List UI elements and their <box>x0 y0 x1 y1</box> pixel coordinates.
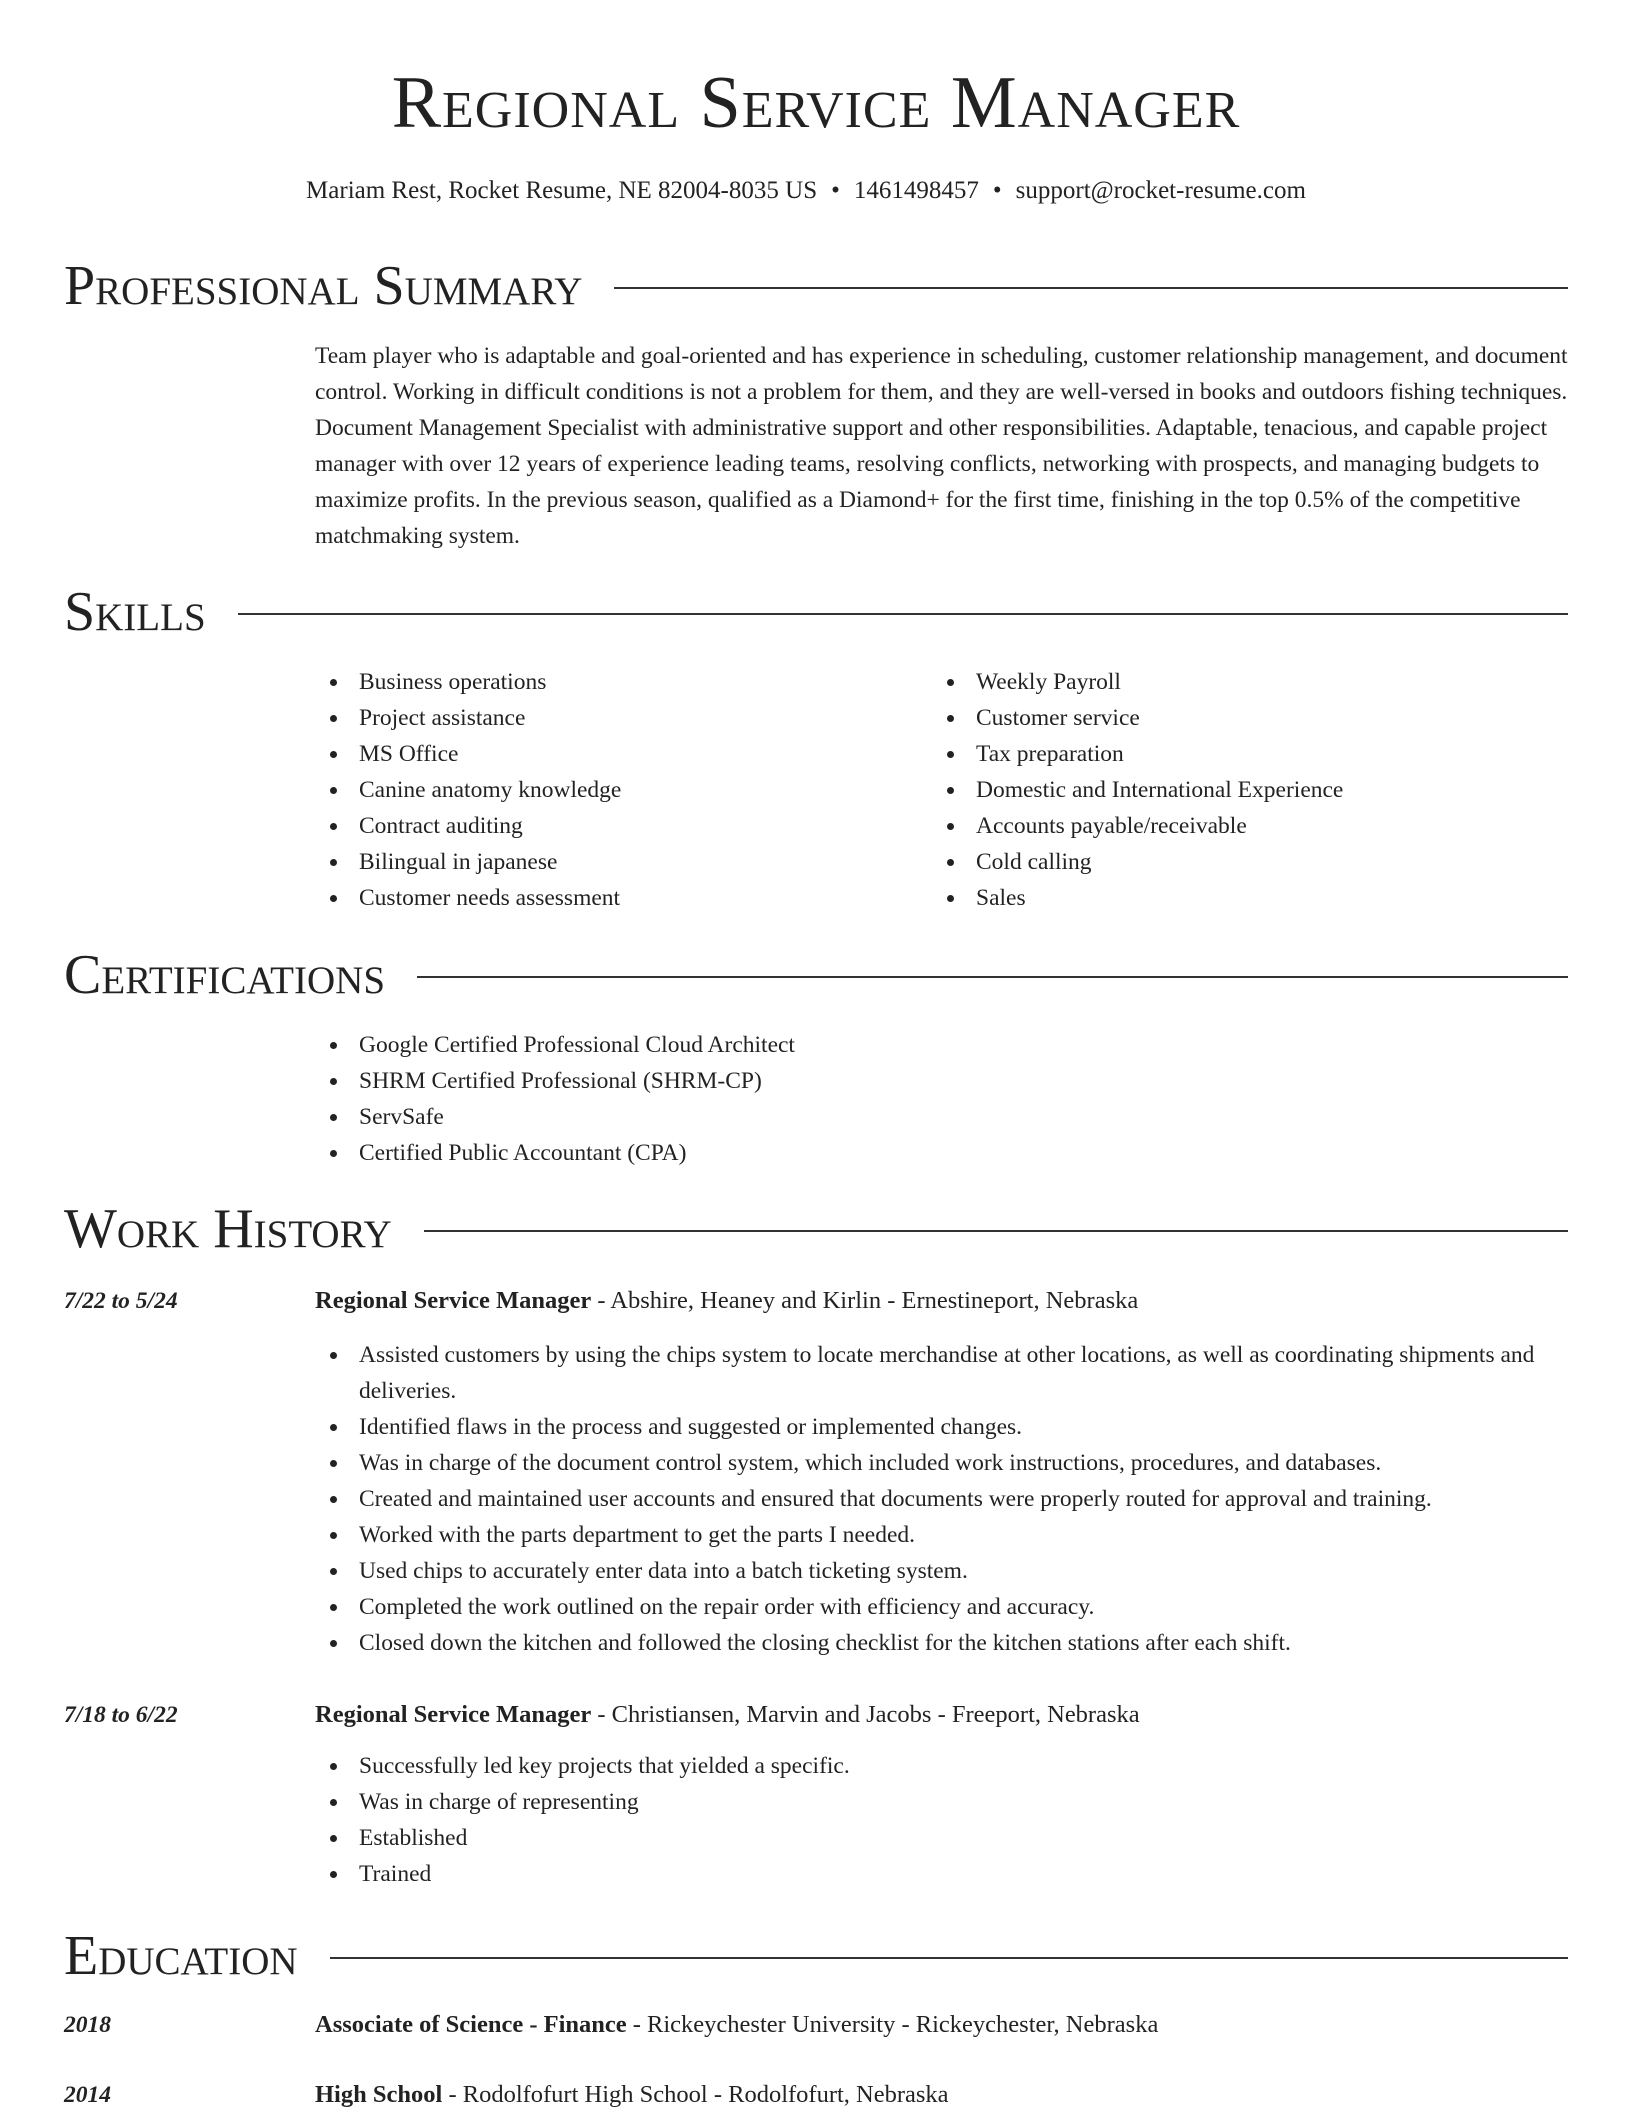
section-divider <box>614 287 1568 289</box>
job-responsibilities <box>315 1337 1570 1661</box>
skill-item: Business operations <box>315 664 915 700</box>
section-divider <box>238 613 1568 615</box>
summary-heading: Professional Summary <box>64 255 583 317</box>
certification-item: Google Certified Professional Cloud Architect <box>315 1027 1315 1063</box>
skill-item: Customer service <box>932 700 1572 736</box>
skill-item: Contract auditing <box>315 808 915 844</box>
certification-item: SHRM Certified Professional (SHRM-CP) <box>315 1063 1315 1099</box>
certifications-list <box>315 1027 1315 1171</box>
summary-section-header <box>64 254 1568 318</box>
work-heading: Work History <box>64 1198 392 1260</box>
education-year: 2018 <box>64 2012 111 2038</box>
responsibility-item: Successfully led key projects that yielded a specific. <box>315 1748 1570 1784</box>
skills-column-2 <box>932 664 1572 916</box>
responsibility-item: Established <box>315 1820 1570 1856</box>
responsibility-item: Closed down the kitchen and followed the closing checklist for the kitchen stations after each shift. <box>315 1625 1570 1661</box>
skill-item: Weekly Payroll <box>932 664 1572 700</box>
skill-item: Accounts payable/receivable <box>932 808 1572 844</box>
work-section-header <box>64 1197 1568 1261</box>
skills-heading: Skills <box>64 581 206 643</box>
responsibility-item: Trained <box>315 1856 1570 1892</box>
education-section-header <box>64 1924 1568 1988</box>
education-line <box>315 2077 949 2113</box>
skill-item: Bilingual in japanese <box>315 844 915 880</box>
job-dates: 7/22 to 5/24 <box>64 1288 178 1314</box>
responsibility-item: Created and maintained user accounts and ensured that documents were properly routed for approval and training. <box>315 1481 1570 1517</box>
contact-line <box>0 174 1612 208</box>
skill-item: Customer needs assessment <box>315 880 915 916</box>
certifications-heading: Certifications <box>64 944 386 1006</box>
job-employer-location: - Christiansen, Marvin and Jacobs - Freeport, Nebraska <box>591 1701 1140 1728</box>
skill-item: Cold calling <box>932 844 1572 880</box>
job-title: Regional Service Manager <box>315 1701 592 1728</box>
responsibility-item: Completed the work outlined on the repair order with efficiency and accuracy. <box>315 1589 1570 1625</box>
skills-column-1 <box>315 664 915 916</box>
job-employer-location: - Abshire, Heaney and Kirlin - Ernestineport, Nebraska <box>591 1287 1139 1314</box>
education-heading: Education <box>64 1925 298 1987</box>
contact-address: Mariam Rest, Rocket Resume, NE 82004-8035 US <box>306 177 818 204</box>
skill-item: Sales <box>932 880 1572 916</box>
job-title-line <box>315 1697 1140 1733</box>
contact-separator: • <box>992 177 1002 204</box>
section-divider <box>417 976 1568 978</box>
skill-item: Project assistance <box>315 700 915 736</box>
education-school-location: - Rickeychester University - Rickeychester, Nebraska <box>626 2011 1159 2038</box>
certification-item: Certified Public Accountant (CPA) <box>315 1135 1315 1171</box>
responsibility-item: Was in charge of representing <box>315 1784 1570 1820</box>
summary-text: Team player who is adaptable and goal-oriented and has experience in scheduling, customer relationship management, and document control. Working in difficult conditions is not a problem for them, and they are well-versed in books and outdoors fishing techniques. Document Management Specialist with administrative support and other responsibilities. Adaptable, tenacious, and capable project manager with over 12 years of experience leading teams, resolving conflicts, networking with prospects, and managing budgets to maximize profits. In the previous season, qualified as a Diamond+ for the first time, finishing in the top 0.5% of the competitive matchmaking system. <box>315 343 1568 549</box>
contact-phone: 1461498457 <box>853 177 979 204</box>
job-title-line <box>315 1283 1138 1319</box>
skill-item: MS Office <box>315 736 915 772</box>
contact-separator: • <box>831 177 840 204</box>
responsibility-item: Was in charge of the document control system, which included work instructions, procedures, and databases. <box>315 1445 1570 1481</box>
responsibility-item: Worked with the parts department to get the parts I needed. <box>315 1517 1570 1553</box>
section-divider <box>330 1957 1568 1959</box>
section-divider <box>424 1230 1568 1232</box>
job-dates: 7/18 to 6/22 <box>64 1702 178 1728</box>
responsibility-item: Identified flaws in the process and suggested or implemented changes. <box>315 1409 1570 1445</box>
education-line <box>315 2007 1158 2043</box>
education-degree: Associate of Science - Finance <box>315 2011 627 2038</box>
job-responsibilities <box>315 1748 1570 1892</box>
responsibility-item: Used chips to accurately enter data into a batch ticketing system. <box>315 1553 1570 1589</box>
skill-item: Tax preparation <box>932 736 1572 772</box>
education-year: 2014 <box>64 2082 111 2108</box>
skill-item: Canine anatomy knowledge <box>315 772 915 808</box>
job-title: Regional Service Manager <box>315 1287 592 1314</box>
education-school-location: - Rodolfofurt High School - Rodolfofurt, Nebraska <box>442 2081 949 2108</box>
responsibility-item: Assisted customers by using the chips system to locate merchandise at other locations, as well as coordinating shipments and deliveries. <box>315 1337 1570 1409</box>
contact-email: support@rocket-resume.com <box>1015 177 1306 204</box>
certification-item: ServSafe <box>315 1099 1315 1135</box>
skills-section-header <box>64 580 1568 644</box>
education-degree: High School <box>315 2081 443 2108</box>
certifications-section-header <box>64 943 1568 1007</box>
resume-name-title: Regional Service Manager <box>391 62 1241 144</box>
skill-item: Domestic and International Experience <box>932 772 1572 808</box>
